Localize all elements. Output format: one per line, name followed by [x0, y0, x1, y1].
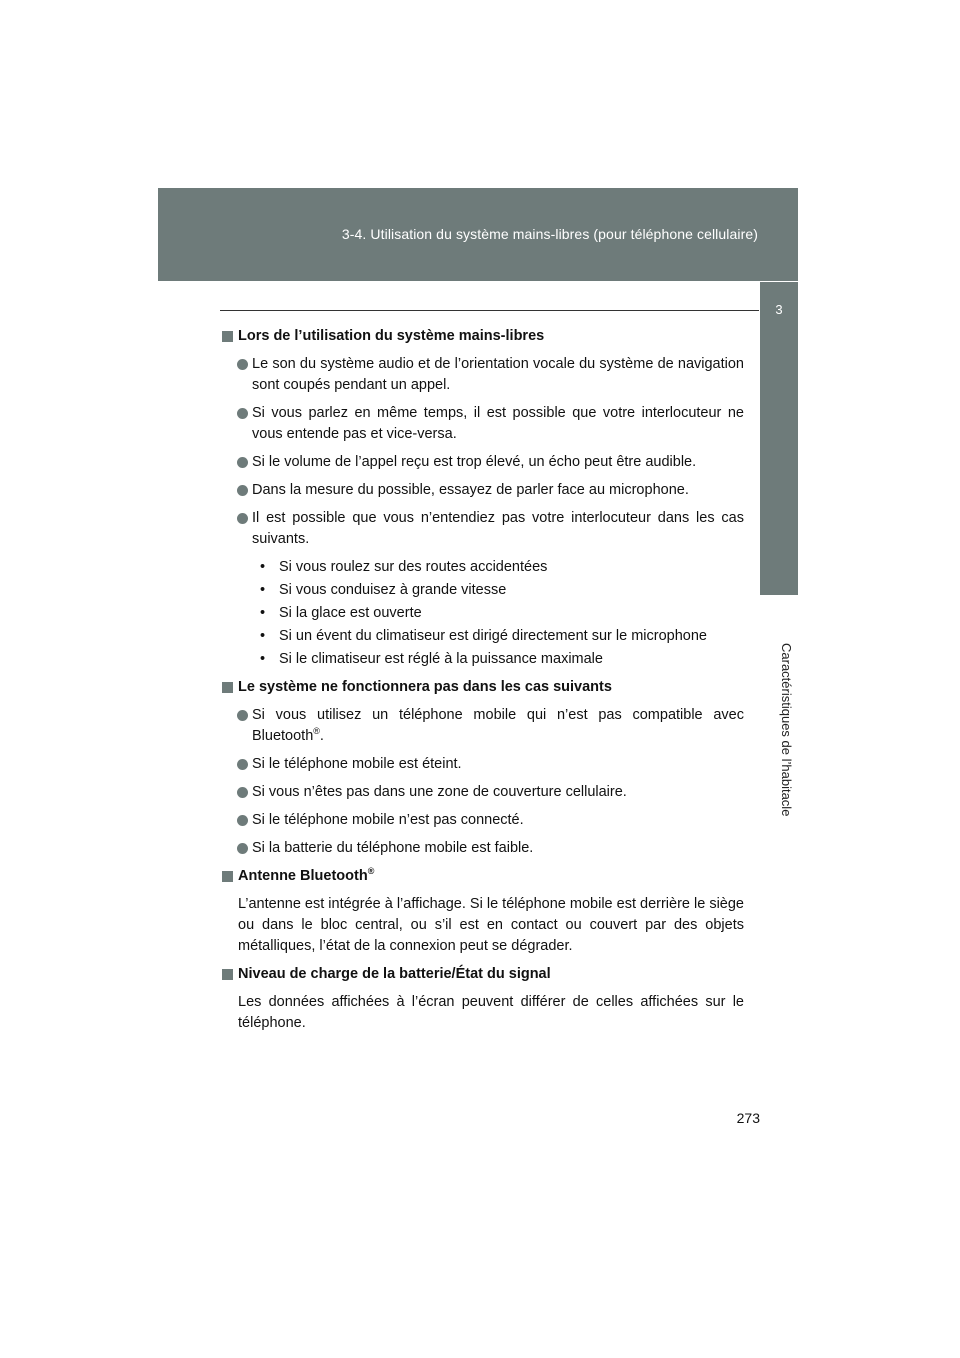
- round-bullet-icon: [237, 513, 248, 524]
- chapter-tab: [760, 282, 798, 595]
- section-heading: Niveau de charge de la batterie/État du signal: [222, 964, 744, 985]
- sub-list-item: • Si vous roulez sur des routes accidentées: [260, 559, 548, 575]
- list-item: Le son du système audio et de l’orientation vocale du système de navigation sont coupés pendant un appel.: [222, 354, 744, 396]
- round-bullet-icon: [237, 787, 248, 798]
- sub-list-item: • Si la glace est ouverte: [260, 605, 422, 621]
- round-bullet-icon: [237, 457, 248, 468]
- round-bullet-icon: [237, 759, 248, 770]
- sub-list-item: • Si un évent du climatiseur est dirigé directement sur le microphone: [260, 628, 707, 644]
- round-bullet-icon: [237, 710, 248, 721]
- chapter-number: 3: [775, 302, 783, 317]
- round-bullet-icon: [237, 815, 248, 826]
- section-heading: Antenne Bluetooth®: [222, 866, 744, 887]
- list-item: Si la batterie du téléphone mobile est faible.: [222, 838, 744, 859]
- page-number: 273: [736, 1110, 760, 1126]
- round-bullet-icon: [237, 485, 248, 496]
- section-heading: Le système ne fonctionnera pas dans les cas suivants: [222, 677, 744, 698]
- list-item: Si vous utilisez un téléphone mobile qui n’est pas compatible avec Bluetooth®.: [222, 705, 744, 747]
- list-item: Si vous parlez en même temps, il est possible que votre interlocuteur ne vous entende pas et vice-versa.: [222, 403, 744, 445]
- list-item: Si le volume de l’appel reçu est trop élevé, un écho peut être audible.: [222, 452, 744, 473]
- section-heading: Lors de l’utilisation du système mains-libres: [222, 326, 744, 347]
- sub-list-item: • Si le climatiseur est réglé à la puissance maximale: [260, 651, 603, 667]
- chapter-label: Caractéristiques de l’habitacle: [779, 643, 794, 817]
- top-rule: [220, 310, 759, 311]
- page-content: [222, 326, 744, 1041]
- paragraph: L’antenne est intégrée à l’affichage. Si le téléphone mobile est derrière le siège ou dans le bloc central, ou s’il est en contact ou couvert par des objets métalliques, l’état de la connexion peut se dégrader.: [238, 896, 744, 954]
- list-item: Si vous n’êtes pas dans une zone de couverture cellulaire.: [222, 782, 744, 803]
- list-item: Il est possible que vous n’entendiez pas votre interlocuteur dans les cas suivants.: [222, 508, 744, 550]
- list-item: Dans la mesure du possible, essayez de parler face au microphone.: [222, 480, 744, 501]
- square-bullet-icon: [222, 331, 233, 342]
- header-band: [158, 188, 798, 281]
- round-bullet-icon: [237, 359, 248, 370]
- round-bullet-icon: [237, 408, 248, 419]
- list-item: Si le téléphone mobile est éteint.: [222, 754, 744, 775]
- square-bullet-icon: [222, 871, 233, 882]
- section-header-title: 3-4. Utilisation du système mains-libres (pour téléphone cellulaire): [341, 226, 758, 242]
- sub-list-item: • Si vous conduisez à grande vitesse: [260, 582, 507, 598]
- round-bullet-icon: [237, 843, 248, 854]
- paragraph: Les données affichées à l’écran peuvent différer de celles affichées sur le téléphone.: [238, 994, 744, 1031]
- square-bullet-icon: [222, 969, 233, 980]
- square-bullet-icon: [222, 682, 233, 693]
- list-item: Si le téléphone mobile n’est pas connecté.: [222, 810, 744, 831]
